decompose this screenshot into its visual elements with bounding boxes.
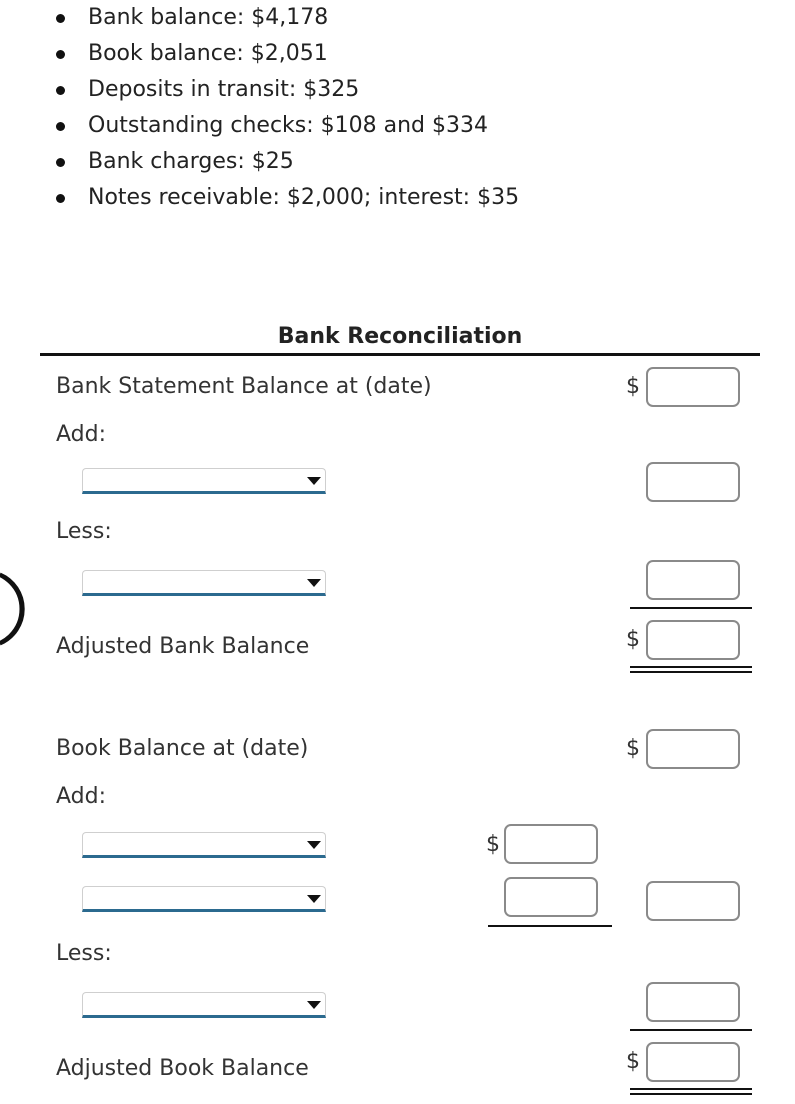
bullet-icon — [56, 14, 65, 23]
bullet-icon — [56, 86, 65, 95]
dollar-sign: $ — [626, 374, 640, 399]
chevron-down-icon — [307, 1001, 321, 1009]
fact-book-balance — [0, 36, 700, 72]
book-add-label: Add: — [56, 784, 107, 809]
bank-less-dropdown[interactable] — [82, 570, 326, 596]
fact-text: Bank charges: $25 — [88, 149, 294, 174]
book-less-label: Less: — [56, 941, 112, 966]
bank-add-label: Add: — [56, 422, 107, 447]
title-rule — [40, 353, 760, 356]
book-balance-label: Book Balance at (date) — [56, 736, 309, 761]
total-double-rule-bottom — [630, 1093, 752, 1095]
bullet-icon — [56, 50, 65, 59]
chevron-down-icon — [307, 841, 321, 849]
chevron-down-icon — [307, 477, 321, 485]
adjusted-book-balance-input[interactable] — [646, 1042, 740, 1082]
dollar-sign: $ — [626, 736, 640, 761]
adjusted-book-balance-label: Adjusted Book Balance — [56, 1056, 309, 1081]
bullet-icon — [56, 158, 65, 167]
fact-text: Outstanding checks: $108 and $334 — [88, 113, 489, 138]
fact-outstanding-checks — [0, 108, 700, 144]
adjusted-bank-balance-input[interactable] — [646, 620, 740, 660]
edge-circle-icon[interactable] — [0, 568, 26, 650]
bank-less-amount-input[interactable] — [646, 560, 740, 600]
bank-statement-balance-input[interactable] — [646, 367, 740, 407]
bank-add-dropdown[interactable] — [82, 468, 326, 494]
bullet-icon — [56, 122, 65, 131]
dollar-sign: $ — [626, 627, 640, 652]
fact-text: Book balance: $2,051 — [88, 41, 328, 66]
fact-notes-receivable — [0, 180, 700, 216]
book-balance-input[interactable] — [646, 729, 740, 769]
chevron-down-icon — [307, 895, 321, 903]
fact-deposits-in-transit — [0, 72, 700, 108]
subtotal-rule — [488, 925, 612, 927]
subtotal-rule — [630, 1029, 752, 1031]
total-double-rule-top — [630, 666, 752, 668]
bank-less-label: Less: — [56, 519, 112, 544]
dollar-sign: $ — [486, 832, 500, 857]
book-add-amount-input-1[interactable] — [504, 824, 598, 864]
fact-text: Deposits in transit: $325 — [88, 77, 360, 102]
dollar-sign: $ — [626, 1049, 640, 1074]
total-double-rule-top — [630, 1088, 752, 1090]
chevron-down-icon — [307, 579, 321, 587]
fact-text: Notes receivable: $2,000; interest: $35 — [88, 185, 520, 210]
adjusted-bank-balance-label: Adjusted Bank Balance — [56, 634, 310, 659]
book-add-dropdown-1[interactable] — [82, 832, 326, 858]
bullet-icon — [56, 194, 65, 203]
book-less-dropdown[interactable] — [82, 992, 326, 1018]
book-less-amount-input[interactable] — [646, 982, 740, 1022]
book-add-dropdown-2[interactable] — [82, 886, 326, 912]
bank-add-amount-input[interactable] — [646, 462, 740, 502]
book-add-amount-input-2[interactable] — [504, 877, 598, 917]
reconciliation-title: Bank Reconciliation — [277, 324, 523, 349]
total-double-rule-bottom — [630, 671, 752, 673]
fact-bank-balance — [0, 0, 700, 36]
bank-statement-balance-label: Bank Statement Balance at (date) — [56, 374, 432, 399]
book-add-total-input[interactable] — [646, 881, 740, 921]
fact-bank-charges — [0, 144, 700, 180]
fact-text: Bank balance: $4,178 — [88, 5, 329, 30]
subtotal-rule — [630, 607, 752, 609]
